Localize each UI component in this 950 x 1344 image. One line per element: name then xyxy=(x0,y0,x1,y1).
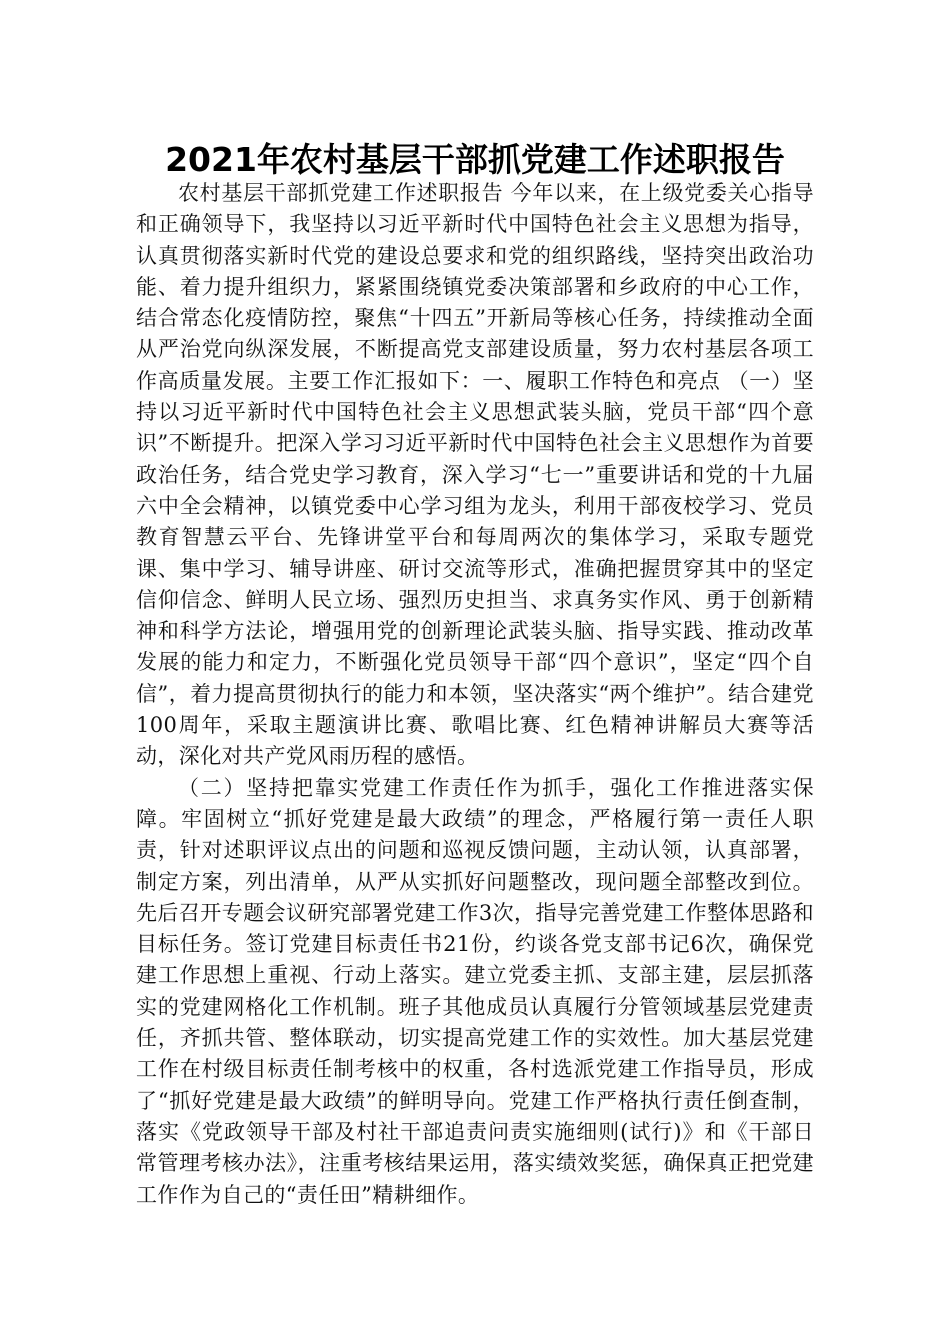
document-body xyxy=(136,178,814,1211)
paragraph-section-two: （二）坚持把靠实党建工作责任作为抓手，强化工作推进落实保障。牢固树立“抓好党建是最大政绩”的理念，严格履行第一责任人职责，针对述职评议点出的问题和巡视反馈问题，主动认领，认真部署，制定方案，列出清单，从严从实抓好问题整改，现问题全部整改到位。先后召开专题会议研究部署党建工作3次，指导完善党建工作整体思路和目标任务。签订党建目标责任书21份，约谈各党支部书记6次，确保党建工作思想上重视、行动上落实。建立党委主抓、支部主建，层层抓落实的党建网格化工作机制。班子其他成员认真履行分管领域基层党建责任，齐抓共管、整体联动，切实提高党建工作的实效性。加大基层党建工作在村级目标责任制考核中的权重，各村选派党建工作指导员，形成了“抓好党建是最大政绩”的鲜明导向。党建工作严格执行责任倒查制，落实《党政领导干部及村社干部追责问责实施细则(试行)》和《干部日常管理考核办法》，注重考核结果运用，落实绩效奖惩，确保真正把党建工作作为自己的“责任田”精耕细作。 xyxy=(136,775,814,1207)
paragraph-introduction: 农村基层干部抓党建工作述职报告 今年以来，在上级党委关心指导和正确领导下，我坚持以习近平新时代中国特色社会主义思想为指导，认真贯彻落实新时代党的建设总要求和党的组织路线，坚持突出政治功能、着力提升组织力，紧紧围绕镇党委决策部署和乡政府的中心工作，结合常态化疫情防控，聚焦“十四五”开新局等核心任务，持续推动全面从严治党向纵深发展，不断提高党支部建设质量，努力农村基层各项工作高质量发展。主要工作汇报如下：一、履职工作特色和亮点 （一）坚持以习近平新时代中国特色社会主义思想武装头脑，党员干部“四个意识”不断提升。把深入学习习近平新时代中国特色社会主义思想作为首要政治任务，结合党史学习教育，深入学习“七一”重要讲话和党的十九届六中全会精神，以镇党委中心学习组为龙头，利用干部夜校学习、党员教育智慧云平台、先锋讲堂平台和每周两次的集体学习，采取专题党课、集中学习、辅导讲座、研讨交流等形式，准确把握贯穿其中的坚定信仰信念、鲜明人民立场、强烈历史担当、求真务实作风、勇于创新精神和科学方法论，增强用党的创新理论武装头脑、指导实践、推动改革发展的能力和定力，不断强化党员领导干部“四个意识”，坚定“四个自信”，着力提高贯彻执行的能力和本领，坚决落实“两个维护”。结合建党100周年，采取主题演讲比赛、歌唱比赛、红色精神讲解员大赛等活动，深化对共产党风雨历程的感悟。 xyxy=(136,181,814,769)
document-title: 2021年农村基层干部抓党建工作述职报告 xyxy=(165,140,785,179)
